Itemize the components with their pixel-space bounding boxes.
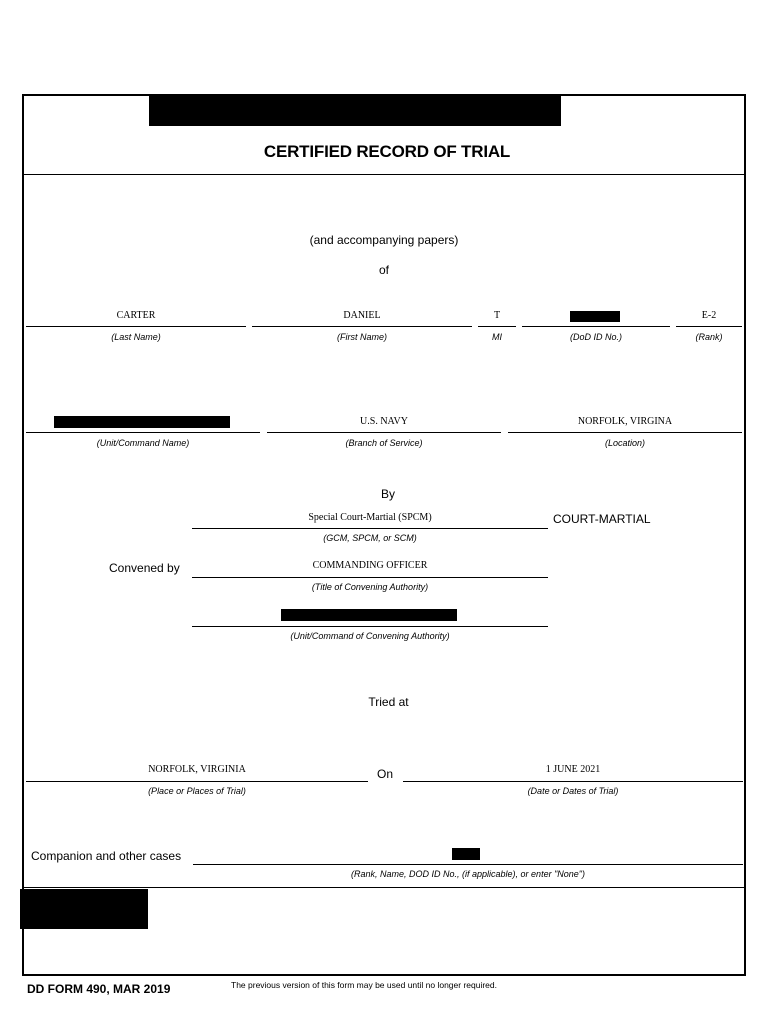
- mi-caption: MI: [492, 332, 502, 342]
- accompanying-text: (and accompanying papers): [309, 233, 459, 247]
- companion-redaction: [452, 848, 480, 860]
- mi-value: T: [493, 310, 501, 321]
- rank-line: [676, 326, 742, 327]
- branch-value: U.S. NAVY: [360, 416, 408, 427]
- rank-caption: (Rank): [695, 332, 723, 342]
- location-caption: (Location): [604, 438, 646, 448]
- authority-unit-caption: (Unit/Command of Convening Authority): [290, 631, 450, 641]
- on-text: On: [377, 767, 394, 781]
- authority-unit-redaction: [281, 609, 457, 621]
- first-name-value: DANIEL: [343, 310, 381, 321]
- date-value: 1 JUNE 2021: [545, 764, 601, 775]
- bottom-redaction: [20, 889, 148, 929]
- version-note: The previous version of this form may be used until no longer required.: [231, 980, 497, 990]
- unit-line: [26, 432, 260, 433]
- title-divider: [22, 174, 746, 175]
- branch-line: [267, 432, 501, 433]
- companion-label: Companion and other cases: [31, 849, 182, 863]
- location-line: [508, 432, 742, 433]
- unit-redaction: [54, 416, 230, 428]
- location-value: NORFOLK, VIRGINA: [577, 416, 673, 427]
- rank-value: E-2: [701, 310, 717, 321]
- place-value: NORFOLK, VIRGINIA: [148, 764, 246, 775]
- place-caption: (Place or Places of Trial): [148, 786, 246, 796]
- header-redaction: [149, 95, 561, 126]
- convened-by-label: Convened by: [109, 561, 180, 575]
- first-name-line: [252, 326, 472, 327]
- bottom-divider: [22, 887, 746, 888]
- court-type-caption: (GCM, SPCM, or SCM): [323, 533, 417, 543]
- companion-line: [193, 864, 743, 865]
- tried-at-text: Tried at: [368, 695, 409, 709]
- date-line: [403, 781, 743, 782]
- authority-title-line: [192, 577, 548, 578]
- place-line: [26, 781, 368, 782]
- form-title: CERTIFIED RECORD OF TRIAL: [263, 142, 511, 161]
- unit-caption: (Unit/Command Name): [96, 438, 190, 448]
- by-text: By: [380, 487, 395, 501]
- last-name-line: [26, 326, 246, 327]
- companion-caption: (Rank, Name, DOD ID No., (if applicable), or enter "None"): [351, 869, 585, 879]
- mi-line: [478, 326, 516, 327]
- first-name-caption: (First Name): [337, 332, 387, 342]
- dod-id-redaction: [570, 311, 620, 322]
- authority-unit-line: [192, 626, 548, 627]
- authority-title-caption: (Title of Convening Authority): [311, 582, 429, 592]
- last-name-caption: (Last Name): [111, 332, 161, 342]
- branch-caption: (Branch of Service): [345, 438, 423, 448]
- of-text: of: [378, 263, 389, 277]
- court-type-line: [192, 528, 548, 529]
- court-type-value: Special Court-Martial (SPCM): [308, 512, 432, 523]
- form-id: DD FORM 490, MAR 2019: [27, 982, 171, 996]
- authority-title-value: COMMANDING OFFICER: [312, 560, 428, 571]
- last-name-value: CARTER: [116, 310, 156, 321]
- date-caption: (Date or Dates of Trial): [527, 786, 619, 796]
- court-martial-text: COURT-MARTIAL: [553, 512, 651, 526]
- dod-id-line: [522, 326, 670, 327]
- dod-id-caption: (DoD ID No.): [569, 332, 622, 342]
